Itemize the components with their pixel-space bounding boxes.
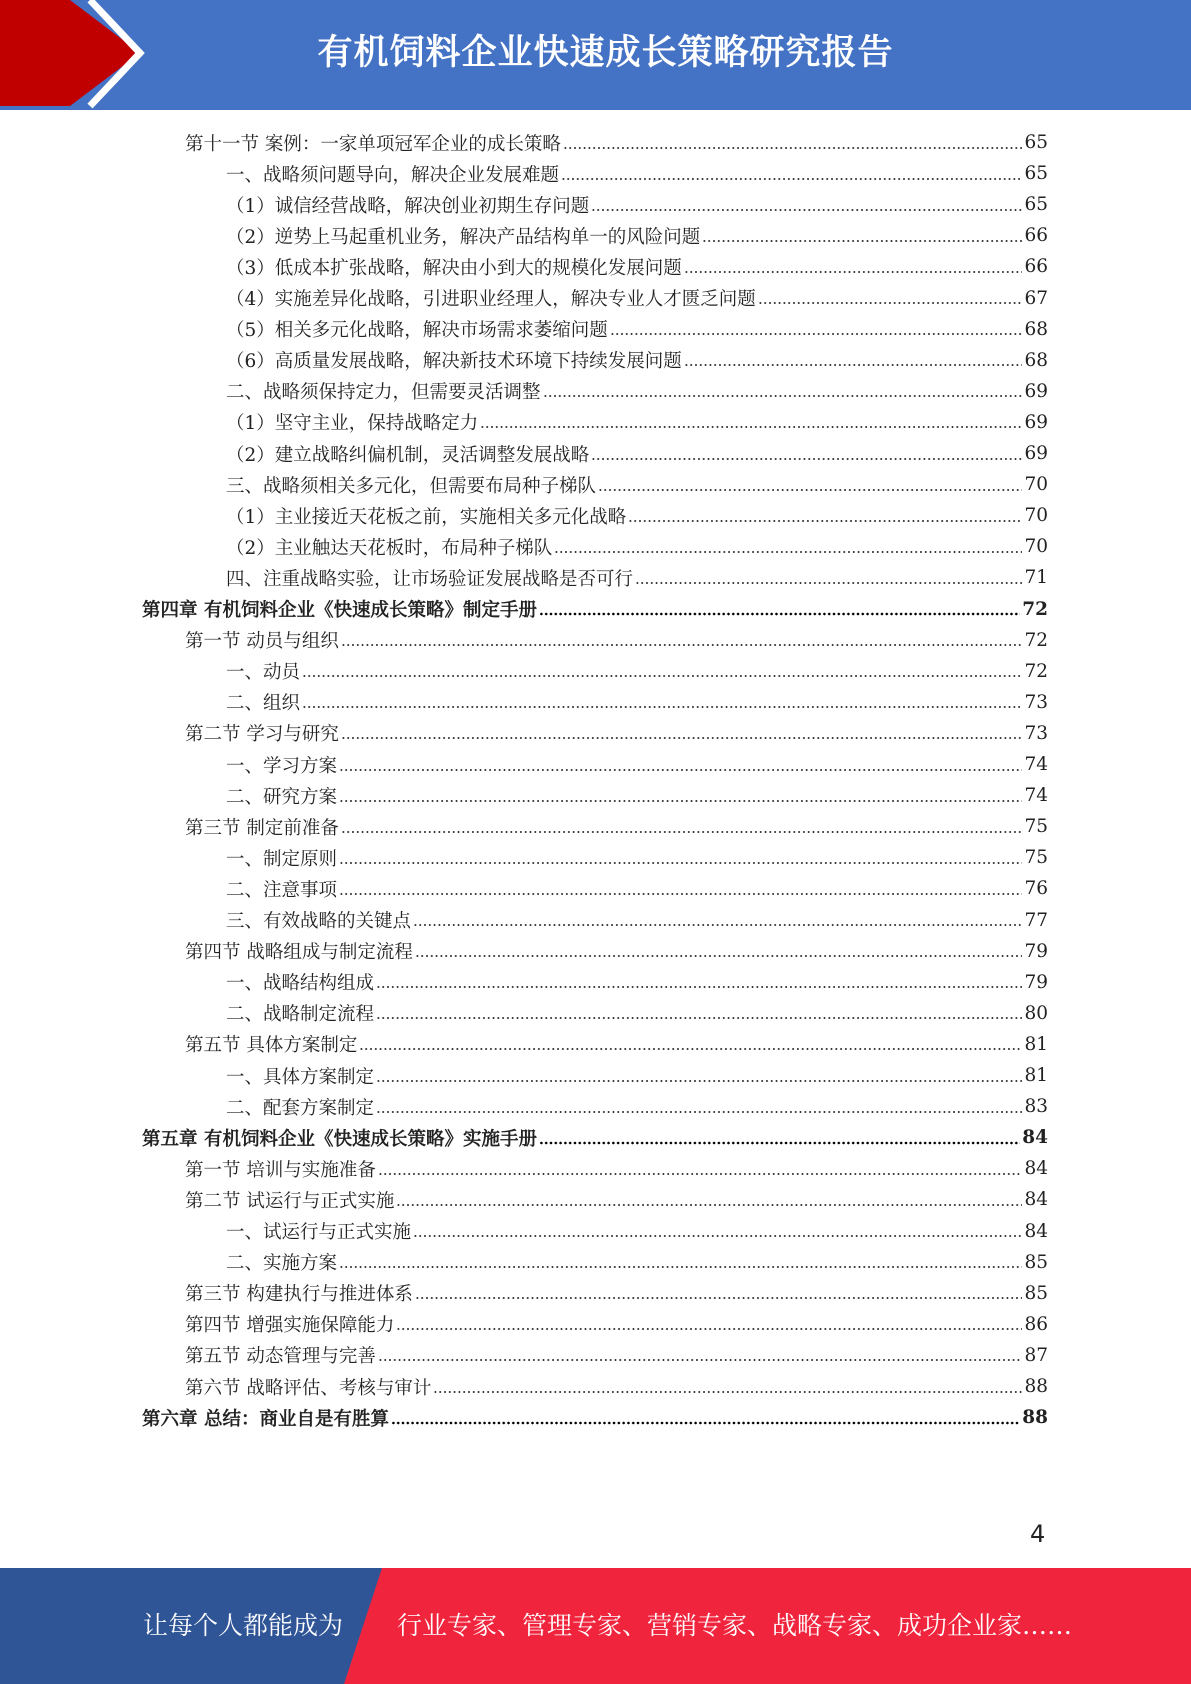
toc-entry-title: 第六节 战略评估、考核与审计 (185, 1377, 432, 1399)
toc-entry-page: 68 (1024, 318, 1048, 340)
toc-leader-dots (413, 922, 1022, 928)
toc-entry-title: 第三节 制定前准备 (185, 817, 339, 839)
toc-entry-page: 74 (1024, 754, 1048, 775)
toc-entry-page: 84 (1024, 1158, 1048, 1180)
toc-leader-dots (341, 735, 1023, 741)
toc-entry-title: 二、配套方案制定 (226, 1097, 375, 1119)
toc-entry[interactable] (0, 811, 1191, 842)
toc-entry-title: （1）坚守主业，保持战略定力 (226, 413, 479, 435)
toc-entry-page: 69 (1024, 411, 1048, 433)
toc-entry-page: 86 (1024, 1313, 1048, 1335)
document-title: 有机饲料企业快速成长策略研究报告 (317, 33, 894, 73)
toc-leader-dots (339, 891, 1022, 897)
toc-entry-page: 88 (1022, 1407, 1048, 1429)
toc-entry-page: 70 (1024, 474, 1048, 496)
toc-entry-page: 70 (1024, 505, 1048, 527)
toc-entry-page: 73 (1024, 722, 1048, 744)
toc-leader-dots (302, 704, 1022, 710)
toc-entry-title: 二、组织 (226, 693, 301, 715)
toc-entry-title: 一、动员 (226, 662, 301, 684)
toc-leader-dots (543, 393, 1023, 399)
footer-banner (0, 1568, 1191, 1684)
footer-slogan-left: 让每个人都能成为 (143, 1611, 344, 1640)
toc-entry-page: 76 (1024, 878, 1048, 900)
toc-entry[interactable] (0, 842, 1191, 873)
toc-leader-dots (376, 1078, 1022, 1084)
toc-leader-dots (376, 984, 1022, 990)
toc-entry-page: 74 (1024, 785, 1048, 807)
toc-entry-page: 88 (1024, 1376, 1048, 1397)
toc-entry-page: 69 (1024, 443, 1048, 464)
toc-entry-page: 65 (1024, 194, 1048, 216)
toc-entry[interactable] (0, 376, 1191, 407)
toc-entry-title: （2）建立战略纠偏机制，灵活调整发展战略 (226, 444, 590, 466)
toc-leader-dots (684, 269, 1023, 275)
toc-entry-page: 72 (1024, 660, 1048, 682)
toc-entry[interactable] (0, 936, 1191, 967)
toc-entry[interactable] (0, 1278, 1191, 1309)
toc-entry[interactable] (0, 562, 1191, 593)
toc-leader-dots (702, 238, 1022, 244)
toc-entry-page: 71 (1024, 567, 1048, 589)
toc-leader-dots (339, 798, 1022, 804)
toc-entry-page: 73 (1024, 691, 1048, 713)
toc-entry-page: 87 (1024, 1344, 1048, 1366)
toc-entry-title: （1）主业接近天花板之前，实施相关多元化战略 (226, 506, 627, 528)
toc-entry-title: 第四节 战略组成与制定流程 (185, 942, 413, 964)
toc-entry[interactable] (0, 1153, 1191, 1184)
toc-entry[interactable] (0, 687, 1191, 718)
toc-entry-title: 一、学习方案 (226, 755, 338, 777)
toc-leader-dots (415, 953, 1023, 959)
toc-entry-page: 80 (1024, 1002, 1048, 1024)
page-number: 4 (1030, 1520, 1046, 1548)
toc-entry-title: 第一节 动员与组织 (185, 631, 339, 653)
toc-leader-dots (554, 549, 1022, 555)
toc-entry-title: 第四节 增强实施保障能力 (185, 1315, 395, 1337)
toc-entry-page: 65 (1024, 132, 1048, 153)
toc-entry-title: 二、实施方案 (226, 1253, 338, 1275)
toc-entry[interactable] (0, 158, 1191, 189)
toc-entry-page: 75 (1024, 847, 1048, 869)
toc-leader-dots (591, 456, 1022, 462)
toc-entry-title: 第五节 动态管理与完善 (185, 1346, 376, 1368)
toc-entry-page: 68 (1024, 349, 1048, 371)
toc-entry[interactable] (0, 905, 1191, 936)
toc-leader-dots (539, 1140, 1020, 1146)
toc-entry[interactable] (0, 283, 1191, 314)
toc-entry[interactable] (0, 1122, 1191, 1153)
toc-entry-page: 84 (1022, 1127, 1048, 1149)
toc-leader-dots (433, 1389, 1022, 1395)
toc-entry-title: 一、战略结构组成 (226, 973, 375, 995)
toc-entry-page: 66 (1024, 256, 1048, 278)
toc-entry-title: （2）逆势上马起重机业务，解决产品结构单一的风险问题 (226, 226, 701, 248)
toc-entry[interactable] (0, 127, 1191, 158)
toc-entry-title: 第六章 总结：商业自是有胜算 (142, 1408, 389, 1430)
toc-leader-dots (539, 611, 1020, 617)
toc-entry-page: 66 (1024, 225, 1048, 247)
toc-entry-title: 第五节 具体方案制定 (185, 1035, 358, 1057)
toc-entry-page: 84 (1024, 1220, 1048, 1242)
toc-entry[interactable] (0, 998, 1191, 1029)
toc-entry-page: 70 (1024, 536, 1048, 558)
toc-leader-dots (391, 1420, 1020, 1426)
toc-entry[interactable] (0, 873, 1191, 904)
toc-entry[interactable] (0, 1247, 1191, 1278)
toc-entry[interactable] (0, 1029, 1191, 1060)
toc-entry[interactable] (0, 1091, 1191, 1122)
toc-entry-title: 第二节 学习与研究 (185, 724, 339, 746)
toc-entry[interactable] (0, 1340, 1191, 1371)
toc-entry-title: 第三节 构建执行与推进体系 (185, 1284, 413, 1306)
toc-entry[interactable] (0, 251, 1191, 282)
toc-entry[interactable] (0, 1184, 1191, 1215)
toc-leader-dots (378, 1171, 1023, 1177)
toc-entry-title: 二、注意事项 (226, 879, 338, 901)
toc-leader-dots (378, 1357, 1023, 1363)
toc-entry-page: 75 (1024, 816, 1048, 838)
toc-leader-dots (396, 1326, 1022, 1332)
toc-entry[interactable] (0, 314, 1191, 345)
toc-entry-title: 一、战略须问题导向，解决企业发展难题 (226, 164, 560, 186)
toc-entry[interactable] (0, 625, 1191, 656)
toc-entry-page: 85 (1024, 1251, 1048, 1273)
toc-entry-page: 67 (1024, 287, 1048, 309)
toc-entry-title: 第二节 试运行与正式实施 (185, 1190, 395, 1212)
toc-entry-page: 81 (1024, 1033, 1048, 1055)
toc-entry-title: （4）实施差异化战略，引进职业经理人，解决专业人才匮乏问题 (226, 289, 756, 310)
toc-leader-dots (563, 145, 1023, 151)
toc-entry-title: 第四章 有机饲料企业《快速成长策略》制定手册 (142, 600, 537, 621)
toc-leader-dots (415, 1295, 1023, 1301)
toc-leader-dots (396, 1202, 1022, 1208)
toc-entry-title: 三、战略须相关多元化，但需要布局种子梯队 (226, 475, 597, 497)
toc-entry-page: 69 (1024, 380, 1048, 402)
toc-entry-page: 79 (1024, 940, 1048, 962)
toc-entry-title: （3）低成本扩张战略，解决由小到大的规模化发展问题 (226, 257, 682, 279)
toc-leader-dots (758, 300, 1023, 306)
toc-entry-title: 二、战略制定流程 (226, 1004, 375, 1026)
toc-entry-title: 第五章 有机饲料企业《快速成长策略》实施手册 (142, 1128, 537, 1150)
toc-entry[interactable] (0, 1216, 1191, 1247)
toc-entry-title: 二、战略须保持定力，但需要灵活调整 (226, 382, 541, 404)
toc-entry-title: （1）诚信经营战略，解决创业初期生存问题 (226, 195, 590, 217)
toc-leader-dots (413, 1233, 1022, 1239)
toc-entry-page: 85 (1024, 1282, 1048, 1304)
toc-entry-title: 一、制定原则 (226, 848, 338, 870)
toc-entry[interactable] (0, 780, 1191, 811)
toc-entry[interactable] (0, 656, 1191, 687)
toc-entry[interactable] (0, 1060, 1191, 1091)
toc-leader-dots (376, 1109, 1022, 1115)
toc-entry-page: 77 (1024, 909, 1048, 931)
toc-entry[interactable] (0, 189, 1191, 220)
header-bar (0, 0, 1191, 110)
toc-entry-title: 一、试运行与正式实施 (226, 1222, 412, 1243)
toc-entry-page: 65 (1024, 163, 1048, 185)
toc-entry-title: 三、有效战略的关键点 (226, 911, 412, 932)
toc-entry[interactable] (0, 1371, 1191, 1402)
toc-entry-page: 84 (1024, 1189, 1048, 1211)
toc-entry[interactable] (0, 749, 1191, 780)
toc-leader-dots (635, 580, 1022, 586)
toc-entry-page: 72 (1024, 629, 1048, 651)
toc-entry[interactable] (0, 438, 1191, 469)
toc-leader-dots (339, 860, 1022, 866)
toc-entry-page: 81 (1024, 1065, 1048, 1086)
toc-entry-title: 第十一节 案例：一家单项冠军企业的成长策略 (185, 133, 561, 155)
toc-leader-dots (591, 207, 1022, 213)
toc-leader-dots (598, 487, 1022, 493)
toc-leader-dots (302, 673, 1022, 679)
toc-entry[interactable] (0, 407, 1191, 438)
toc-entry[interactable] (0, 1309, 1191, 1340)
toc-leader-dots (339, 1264, 1022, 1270)
toc-entry[interactable] (0, 594, 1191, 625)
toc-entry-title: （5）相关多元化战略，解决市场需求萎缩问题 (226, 320, 608, 342)
toc-entry[interactable] (0, 531, 1191, 562)
toc-leader-dots (610, 331, 1023, 337)
toc-entry[interactable] (0, 967, 1191, 998)
toc-entry-page: 72 (1022, 598, 1048, 620)
toc-leader-dots (341, 829, 1023, 835)
toc-leader-dots (339, 767, 1022, 773)
footer-slogan-right: 行业专家、管理专家、营销专家、战略专家、成功企业家…… (397, 1611, 1073, 1640)
toc-leader-dots (341, 642, 1023, 648)
toc-entry-title: （2）主业触达天花板时，布局种子梯队 (226, 537, 553, 559)
toc-entry-title: （6）高质量发展战略，解决新技术环境下持续发展问题 (226, 351, 682, 373)
toc-entry[interactable] (0, 345, 1191, 376)
toc-entry[interactable] (0, 718, 1191, 749)
toc-leader-dots (480, 424, 1022, 430)
toc-entry[interactable] (0, 500, 1191, 531)
toc-entry-title: 四、注重战略实验，让市场验证发展战略是否可行 (226, 568, 634, 590)
toc-entry-title: 第一节 培训与实施准备 (185, 1159, 376, 1181)
toc-entry-page: 79 (1024, 971, 1048, 993)
toc-entry[interactable] (0, 469, 1191, 500)
toc-entry-page: 83 (1024, 1096, 1048, 1118)
toc-leader-dots (684, 362, 1023, 368)
toc-leader-dots (561, 176, 1022, 182)
toc-entry-title: 一、具体方案制定 (226, 1066, 375, 1088)
toc-entry[interactable] (0, 220, 1191, 251)
toc-leader-dots (628, 518, 1022, 524)
toc-entry[interactable] (0, 1402, 1191, 1433)
toc-entry-title: 二、研究方案 (226, 786, 338, 808)
toc-leader-dots (359, 1046, 1022, 1052)
toc-leader-dots (376, 1015, 1022, 1021)
